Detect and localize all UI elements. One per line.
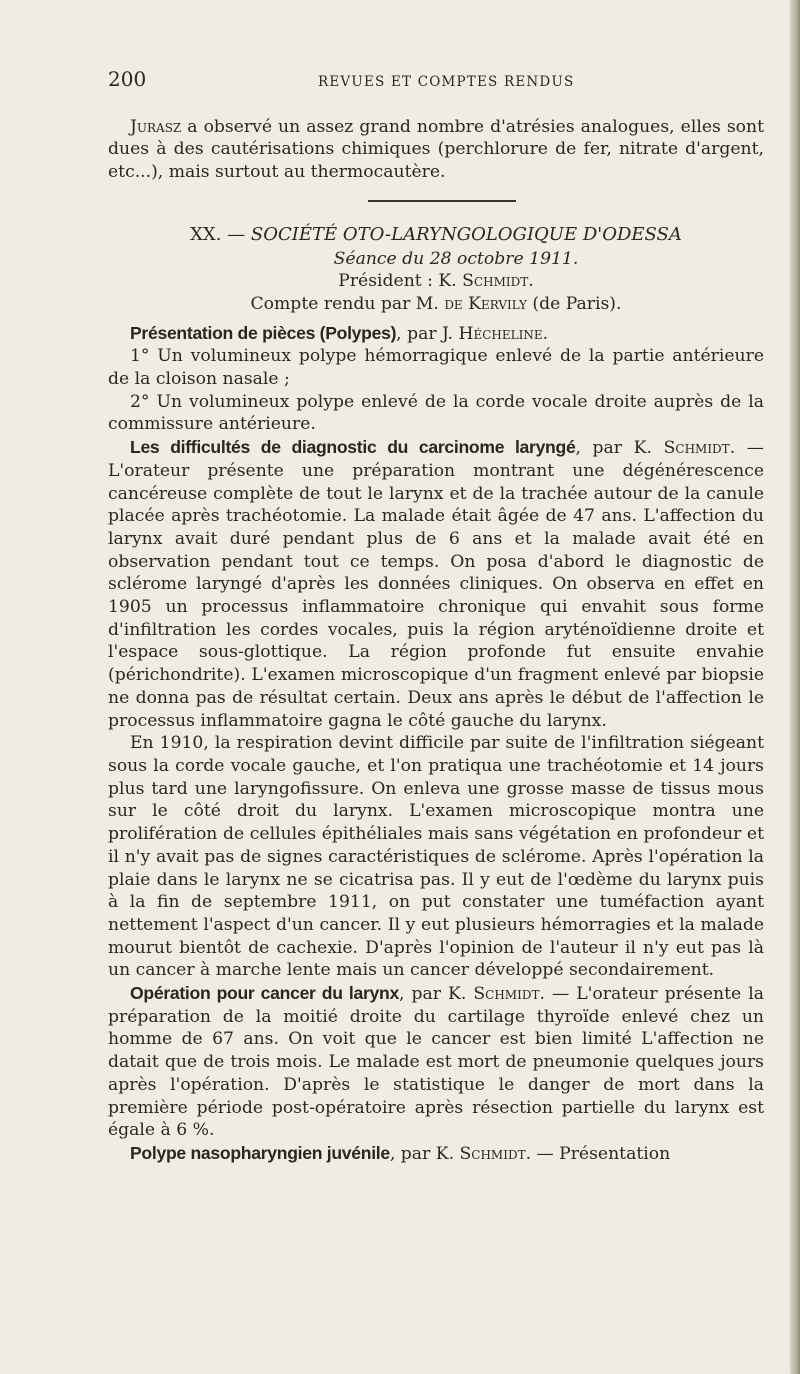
section4-paragraph	[108, 1142, 764, 1166]
section4-heading: Polype nasopharyngien juvénile	[130, 1142, 390, 1163]
page-number: 200	[108, 67, 147, 91]
section2-paragraph2: En 1910, la respiration devint difficile par suite de l'infiltration siégeant sous la corde vocale gauche, et l'on pratiqua une trachéotomie et 14 jours plus tard une laryngofissure. On enleva une grosse masse de tissus mous sur le côté droit du larynx. L'examen microscopique montra une prolifération de cellules épithéliales mais sans végétation en profondeur et il n'y avait pas de signes caractéristiques de sclérome. Après l'opération la plaie dans le larynx ne se cicatrisa pas. Il y eut de l'œdème du larynx puis à la fin de septembre 1911, on put constater une tuméfaction ayant nettement l'aspect d'un cancer. Il y eut plusieurs hémorragies et la malade mourut bientôt de cachexie. D'après l'opinion de l'auteur il n'y eut pas là un cancer à marche lente mais un cancer développé secondairement.	[108, 733, 764, 981]
society-name: SOCIÉTÉ OTO-LARYNGOLOGIQUE D'ODESSA	[250, 223, 682, 245]
section2-text1: . — L'orateur présente une préparation montrant une dégénérescence cancéreuse complète de tout le larynx et de la trachée autour de la canule placée après trachéotomie. La malade était âgée de 47 ans. L'affection du larynx avait duré pendant plus de 6 ans et la malade avait été en observation pendant tout ce temps. On posa d'abord le diagnostic de sclérome laryngé d'après les données cliniques. On observa en effet en 1905 un processus inflammatoire chronique qui envahit sous forme d'infiltration les cordes vocales, puis la région aryténoïdienne droite et l'espace sous-glottique. La région profonde fut ensuite envahie (périchondrite). L'examen microscopique d'un fragment enlevé par biopsie ne donna pas de résultat certain. Deux ans après le début de l'affection le processus inflammatoire gagna le côté gauche du larynx.	[108, 438, 764, 731]
section4-text: . — Présentation	[525, 1143, 671, 1164]
section4-by: , par K.	[389, 1143, 460, 1164]
section3-paragraph	[108, 982, 764, 1142]
section2-paragraph1	[108, 436, 764, 732]
section1-author: Hécheline	[458, 323, 543, 344]
section3-by: , par K.	[398, 984, 474, 1005]
section4-author: Schmidt	[459, 1143, 526, 1164]
section1-item1: 1° Un volumineux polype hémorragique enlevé de la partie antérieure de la cloison nasale ;	[108, 346, 764, 390]
intro-author: Jurasz	[130, 116, 182, 137]
section1-by: , par J.	[396, 323, 459, 344]
seance-date: Séance du 28 octobre 1911.	[333, 248, 579, 269]
running-title: REVUES ET COMPTES RENDUS	[318, 74, 575, 90]
page-edge	[790, 0, 800, 1374]
president-name: Schmidt	[462, 271, 529, 292]
report-end: (de Paris).	[526, 293, 622, 314]
section3-author: Schmidt	[473, 984, 540, 1005]
section3-text: . — L'orateur présente la préparation de la moitié droite du cartilage thyroïde enlevé chez un homme de 67 ans. On voit que le cancer est bien limité L'affection ne datait que de trois mois. Le malade est mort de pneumonie quelques jours après l'opération. D'après le statistique le danger de mort dans la première période post-opératoire après résection partielle du larynx est égale à 6 %.	[108, 984, 764, 1141]
intro-paragraph	[108, 116, 764, 184]
section2-by: , par K.	[575, 438, 664, 459]
report-prefix: Compte rendu par M.	[250, 293, 445, 314]
section1-heading: Présentation de pièces (Polypes)	[130, 322, 397, 343]
intro-text: a observé un assez grand nombre d'atrésies analogues, elles sont dues à des cautérisations chimiques (perchlorure de fer, nitrate d'argent, etc...), mais surtout au thermocautère.	[108, 116, 764, 183]
society-number: XX. —	[190, 223, 251, 245]
president-end: .	[528, 271, 534, 292]
report-name: Kervily	[468, 293, 527, 314]
report-de: de	[444, 293, 463, 314]
report-line	[108, 293, 764, 316]
society-title	[108, 224, 764, 247]
section1-item2: 2° Un volumineux polype enlevé de la corde vocale droite auprès de la commissure antérieure.	[108, 391, 764, 435]
page-content	[108, 68, 764, 1166]
section2-author: Schmidt	[663, 438, 730, 459]
section1-heading-line	[108, 322, 764, 346]
president-line	[108, 270, 764, 293]
president-label: Président : K.	[338, 271, 463, 292]
section3-heading: Opération pour cancer du larynx	[130, 983, 399, 1004]
section1-end: .	[542, 323, 549, 344]
page-header	[108, 68, 764, 94]
section2-heading: Les difficultés de diagnostic du carcinome laryngé	[130, 437, 576, 458]
section-divider	[368, 200, 516, 202]
